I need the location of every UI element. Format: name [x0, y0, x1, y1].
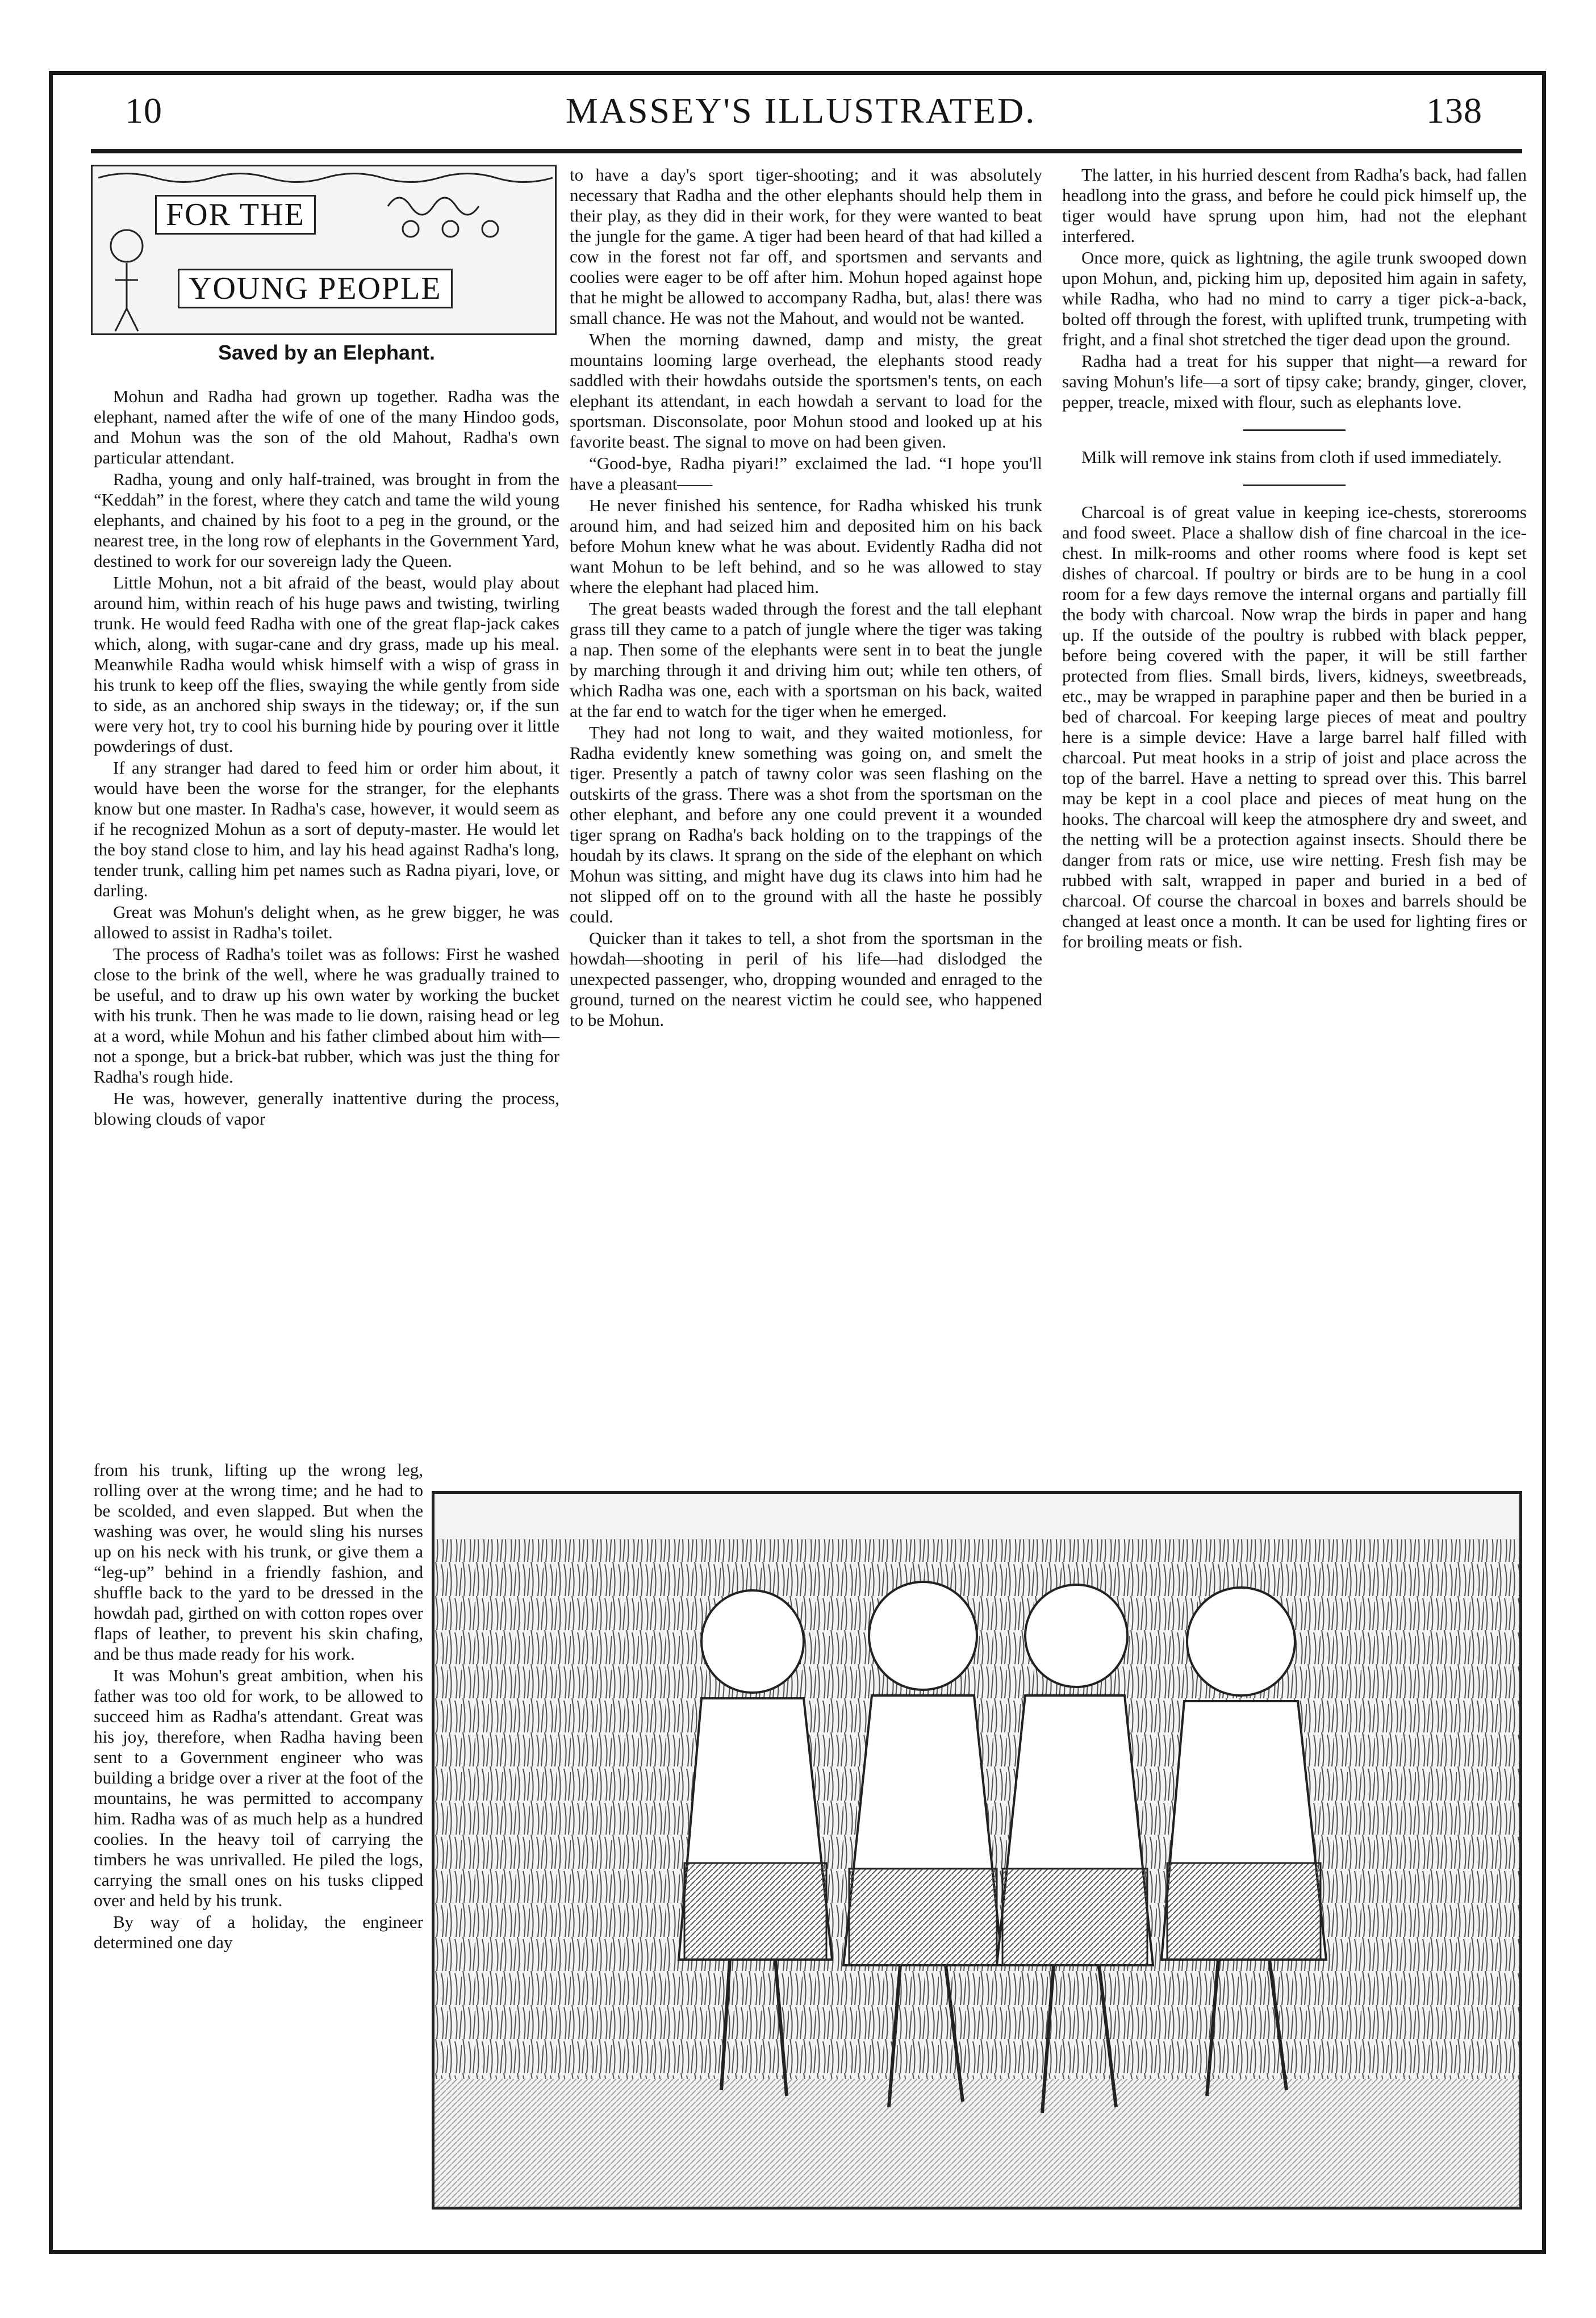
paragraph: If any stranger had dared to feed him or order him about, it would have been the worse for the stranger, for the elephants know but one master. In Radha's case, however, it would seem as if he recognized Mohun as a sort of deputy-master. He would let the boy stand close to him, and lay his head against Radha's long, tender trunk, calling him pet names such as Radna piyari, love, or darling. — [94, 758, 559, 900]
banner-text-line2: YOUNG PEOPLE — [178, 269, 453, 308]
engraving-drawing — [434, 1494, 1522, 2210]
paragraph: The process of Radha's toilet was as follows: First he washed close to the brink of the well, where he was gradually trained to be useful, and to draw up his own water by working the bucket with his trunk. Then he was made to lie down, raising head or leg at a word, while Mohun and his father climbed about him with—not a sponge, but a brick-bat rubber, which was just the thing for Radha's rough hide. — [94, 944, 559, 1087]
section-banner — [91, 165, 557, 335]
paragraph: The latter, in his hurried descent from Radha's back, had fallen headlong into the grass, and before he could pick himself up, the tiger would have sprung upon him, had not the elephant interfered. — [1062, 165, 1527, 246]
divider — [1243, 485, 1346, 486]
header-rule — [91, 149, 1522, 153]
story-column-1-continued — [94, 1460, 423, 1953]
paragraph: Little Mohun, not a bit afraid of the beast, would play about around him, within reach of his huge paws and twisting, twirling trunk. He would feed Radha with one of the great flap-jack cakes which, along, with sugar-cane and dry grass, made up his meal. Meanwhile Radha would whisk himself with a wisp of grass in his trunk to keep off the flies, swaying the while gently from side to side, as an anchored ship sways in the tideway; or, if the sun were very hot, try to cool his burning hide by pouring over it little powderings of dust. — [94, 573, 559, 756]
paragraph: Radha had a treat for his supper that night—a reward for saving Mohun's life—a sort of tipsy cake; brandy, ginger, clover, pepper, treacle, mixed with flour, such as elephants love. — [1062, 351, 1527, 412]
banner-text-line1: FOR THE — [155, 195, 316, 235]
tip-ink: Milk will remove ink stains from cloth if used immediately. — [1081, 447, 1502, 467]
paragraph: to have a day's sport tiger-shooting; and it was absolutely necessary that Radha and the other elephants should help them in their play, as they did in their work, for they were wanted to beat the jungle for the game. A tiger had been heard of that had killed a cow in the forest not far off, and sportsmen and servants and coolies were eager to be off after him. Mohun hoped against hope that he might be allowed to accompany Radha, but, alas! there was small chance. He was not the Mahout, and would not be wanted. — [570, 165, 1042, 328]
paragraph: from his trunk, lifting up the wrong leg, rolling over at the wrong time; and he had to be scolded, and even slapped. But when the washing was over, he would sling his nurses up on his neck with his trunk, or give them a “leg-up” behind in a friendly fashion, and shuffle back to the yard to be dressed in the howdah pad, girthed on with cotton ropes over flaps of leather, to prevent his skin chafing, and be thus made ready for his work. — [94, 1460, 423, 1664]
paragraph: He was, however, generally inattentive during the process, blowing clouds of vapor — [94, 1088, 559, 1129]
paragraph: When the morning dawned, damp and misty, the great mountains looming large overhead, the elephants stood ready saddled with their howdahs outside the sportsmen's tents, on each elephant its attendant, in each howdah a servant to load for the sportsman. Disconsolate, poor Mohun stood and looked up at his favorite beast. The signal to move on had been given. — [570, 329, 1042, 452]
paragraph: “Good-bye, Radha piyari!” exclaimed the lad. “I hope you'll have a pleasant—— — [570, 453, 1042, 494]
engraving-illustration — [432, 1491, 1522, 2210]
story-column-2 — [570, 165, 1042, 1030]
paragraph: Mohun and Radha had grown up together. Radha was the elephant, named after the wife of one of the many Hindoo gods, and Mohun was the son of the old Mahout, Radha's own particular attendant. — [94, 386, 559, 467]
paragraph: Quicker than it takes to tell, a shot from the sportsman in the howdah—shooting in peril of his life—had dislodged the unexpected passenger, who, dropping wounded and enraged to the ground, turned on the nearest victim he could see, who happened to be Mohun. — [570, 928, 1042, 1030]
paragraph: He never finished his sentence, for Radha whisked his trunk around him, and had seized him and deposited him on his back before Mohun knew what he was about. Evidently Radha did not want Mohun to be left behind, and so he was allowed to stay where the elephant had placed him. — [570, 495, 1042, 597]
paragraph: Radha, young and only half-trained, was brought in from the “Keddah” in the forest, where they catch and tame the wild young elephants, and chained by his foot to a peg in the ground, or the nearest tree, in the long row of elephants in the Government Yard, destined to work for our sovereign lady the Queen. — [94, 469, 559, 571]
story-column-3 — [1062, 165, 1527, 952]
paragraph: It was Mohun's great ambition, when his father was too old for work, to be allowed to succeed him as Radha's attendant. Great was his joy, therefore, when Radha having been sent to a Government engineer who was building a bridge over a river at the foot of the mountains, he was permitted to accompany him. Radha was of as much help as a hundred coolies. In the heavy toil of carrying the timbers he was unrivalled. He piled the logs, carrying the small ones on his tusks clipped over and held by his trunk. — [94, 1665, 423, 1910]
story-column-1 — [94, 386, 559, 1129]
paragraph: They had not long to wait, and they waited motionless, for Radha evidently knew something was going on, and smelt the tiger. Presently a patch of tawny color was seen flashing on the outskirts of the grass. There was a shot from the sportsman on the other elephant, and before any one could prevent it a wounded tiger sprang on Radha's back holding on to the trappings of the houdah by its claws. It sprang on the side of the elephant on which Mohun was sitting, and might have dug its claws into him had he not slipped off on to the ground with all the haste he possibly could. — [570, 722, 1042, 926]
masthead-title: MASSEY'S ILLUSTRATED. — [565, 90, 1037, 131]
story-title: Saved by an Elephant. — [218, 341, 436, 364]
banner-ornament — [93, 166, 558, 337]
paragraph: The great beasts waded through the forest and the tall elephant grass till they came to a patch of jungle where the tiger was taking a nap. Then some of the elephants were sent in to beat the jungle by marching through it and driving him out; while ten others, of which Radha was one, each with a sportsman on his back, waited at the far end to watch for the tiger when he emerged. — [570, 599, 1042, 721]
divider — [1243, 429, 1346, 431]
paragraph: Once more, quick as lightning, the agile trunk swooped down upon Mohun, and, picking him up, deposited him again in safety, while Radha, who had no mind to carry a tiger pick-a-back, bolted off through the forest, with uplifted trunk, trumpeting with fright, and a final shot stretched the tiger dead upon the ground. — [1062, 248, 1527, 349]
page-header — [85, 85, 1516, 148]
paragraph: By way of a holiday, the engineer determined one day — [94, 1912, 423, 1952]
paragraph: Great was Mohun's delight when, as he grew bigger, he was allowed to assist in Radha's toilet. — [94, 902, 559, 942]
page-number-right: 138 — [1426, 90, 1482, 131]
page-number-left: 10 — [125, 90, 162, 131]
tip-charcoal: Charcoal is of great value in keeping ice-chests, storerooms and food sweet. Place a shallow dish of fine charcoal in the ice-chest. In milk-rooms and other rooms where food is kept set dishes of charcoal. If poultry or birds are to be hung in a cool room for a few days remove the internal organs and partially fill the body with charcoal. Now wrap the birds in paper and hang up. If the outside of the poultry is rubbed with black pepper, before being covered with the paper, it will be still farther protected from flies. Small birds, livers, kidneys, sweetbreads, etc., may be wrapped in paraphine paper and then be buried in a bed of charcoal. For keeping large pieces of meat and poultry here is a simple device: Have a large barrel half filled with charcoal. Put meat hooks in a strip of joist and place across the top of the barrel. Have a netting to spread over this. This barrel may be kept in a cool place and pieces of meat hung on the hooks. The charcoal will keep the atmosphere dry and sweet, and the netting will be a protection against insects. Should there be danger from rats or mice, use wire netting. Fresh fish may be rubbed with salt, wrapped in paper and buried in a bed of charcoal. Of course the charcoal in boxes and barrels should be changed at least once a month. It can be used for lighting fires or for broiling meats or fish. — [1062, 502, 1527, 951]
